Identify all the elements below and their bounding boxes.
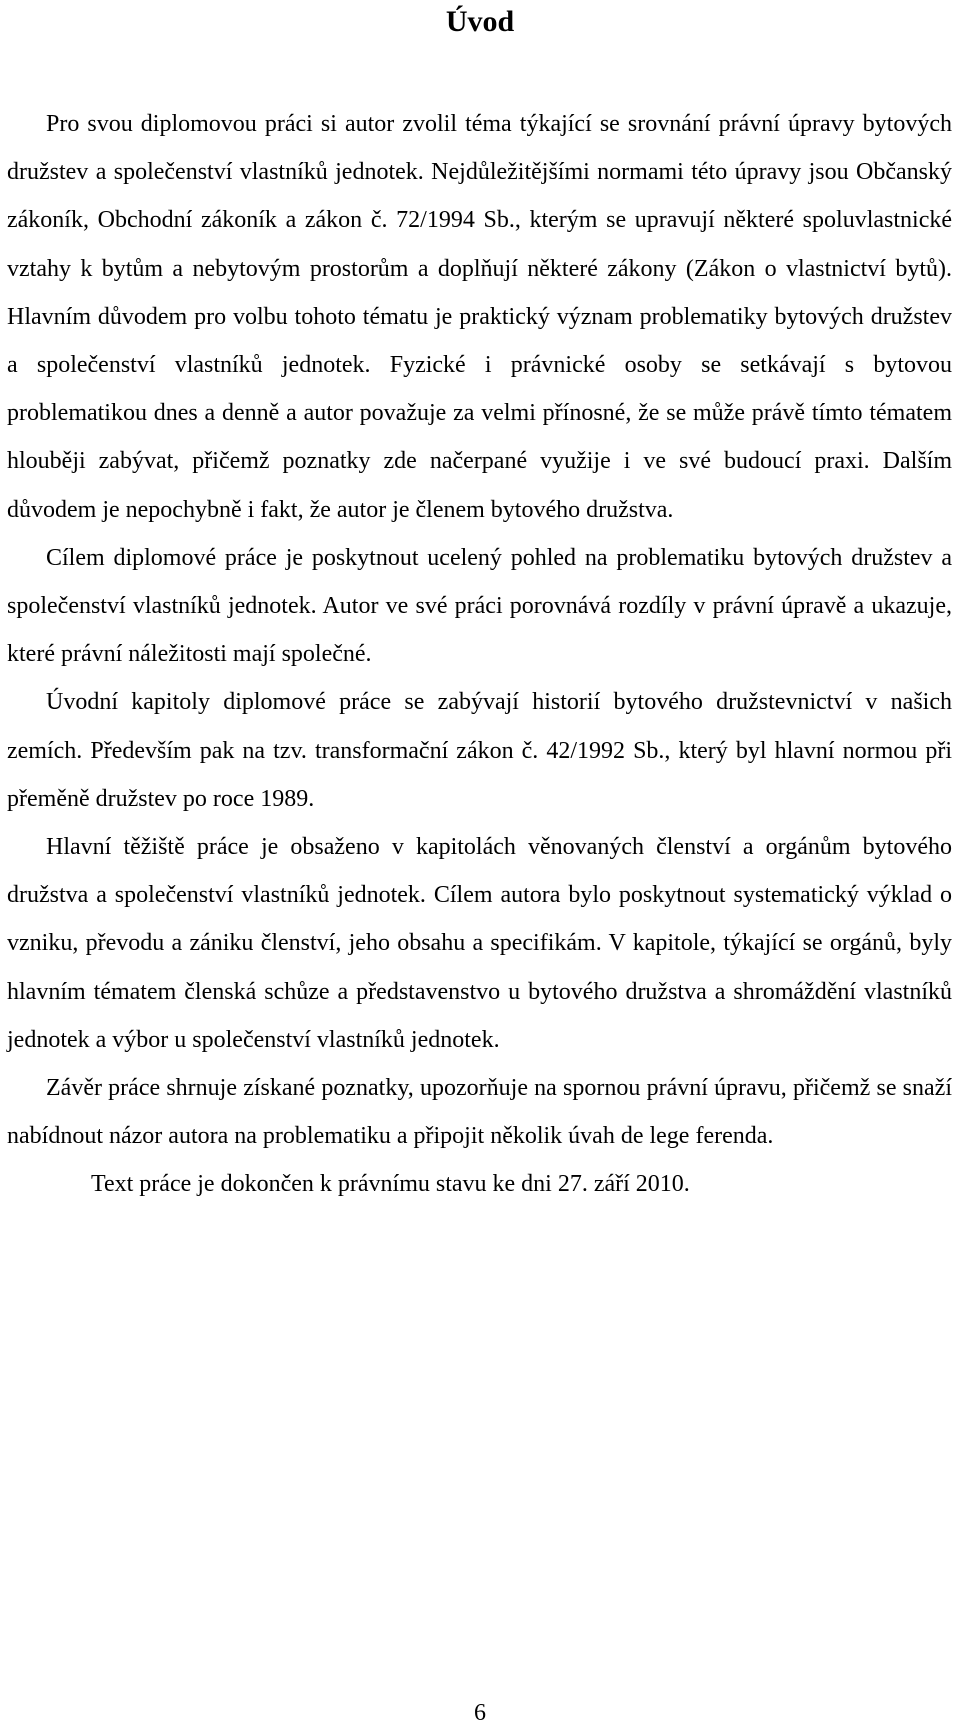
body-text — [7, 100, 952, 1209]
paragraph-goal: Cílem diplomové práce je poskytnout ucelený pohled na problematiku bytových družstev a společenství vlastníků jednotek. Autor ve své práci porovnává rozdíly v právní úpravě a ukazuje, které právní náležitosti mají společné. — [7, 544, 952, 668]
paragraph-intro: Pro svou diplomovou práci si autor zvolil téma týkající se srovnání právní úpravy bytových družstev a společenství vlastníků jednotek. Nejdůležitějšími normami této úpravy jsou Občanský zákoník, Obchodní zákoník a zákon č. 72/1994 Sb., kterým se upravují některé spoluvlastnické vztahy k bytům a nebytovým prostorům a doplňují některé zákony (Zákon o vlastnictví bytů). Hlavním důvodem pro volbu tohoto tématu je praktický význam problematiky bytových družstev a společenství vlastníků jednotek. Fyzické i právnické osoby se setkávají s bytovou problematikou dnes a denně a autor považuje za velmi přínosné, že se může právě tímto tématem hlouběji zabývat, přičemž poznatky zde načerpané využije i ve své budoucí praxi. Dalším důvodem je nepochybně i fakt, že autor je členem bytového družstva. — [7, 111, 952, 523]
page-number: 6 — [474, 1700, 486, 1726]
paragraph-conclusion: Závěr práce shrnuje získané poznatky, upozorňuje na spornou právní úpravu, přičemž se snaží nabídnout názor autora na problematiku a připojit několik úvah de lege ferenda. — [7, 1075, 952, 1150]
page-title: Úvod — [445, 5, 515, 38]
paragraph-history: Úvodní kapitoly diplomové práce se zabývají historií bytového družstevnictví v našich zemích. Především pak na tzv. transformační zákon č. 42/1992 Sb., který byl hlavní normou při přeměně družstev po roce 1989. — [7, 689, 952, 812]
paragraph-legal-date: Text práce je dokončen k právnímu stavu ke dni 27. září 2010. — [91, 1171, 690, 1198]
paragraph-focus: Hlavní těžiště práce je obsaženo v kapitolách věnovaných členství a orgánům bytového družstva a společenství vlastníků jednotek. Cílem autora bylo poskytnout systematický výklad o vzniku, převodu a zániku členství, jeho obsahu a specifikám. V kapitole, týkající se orgánů, byly hlavním tématem členská schůze a představenstvo u bytového družstva a shromáždění vlastníků jednotek a výbor u společenství vlastníků jednotek. — [7, 834, 952, 1053]
